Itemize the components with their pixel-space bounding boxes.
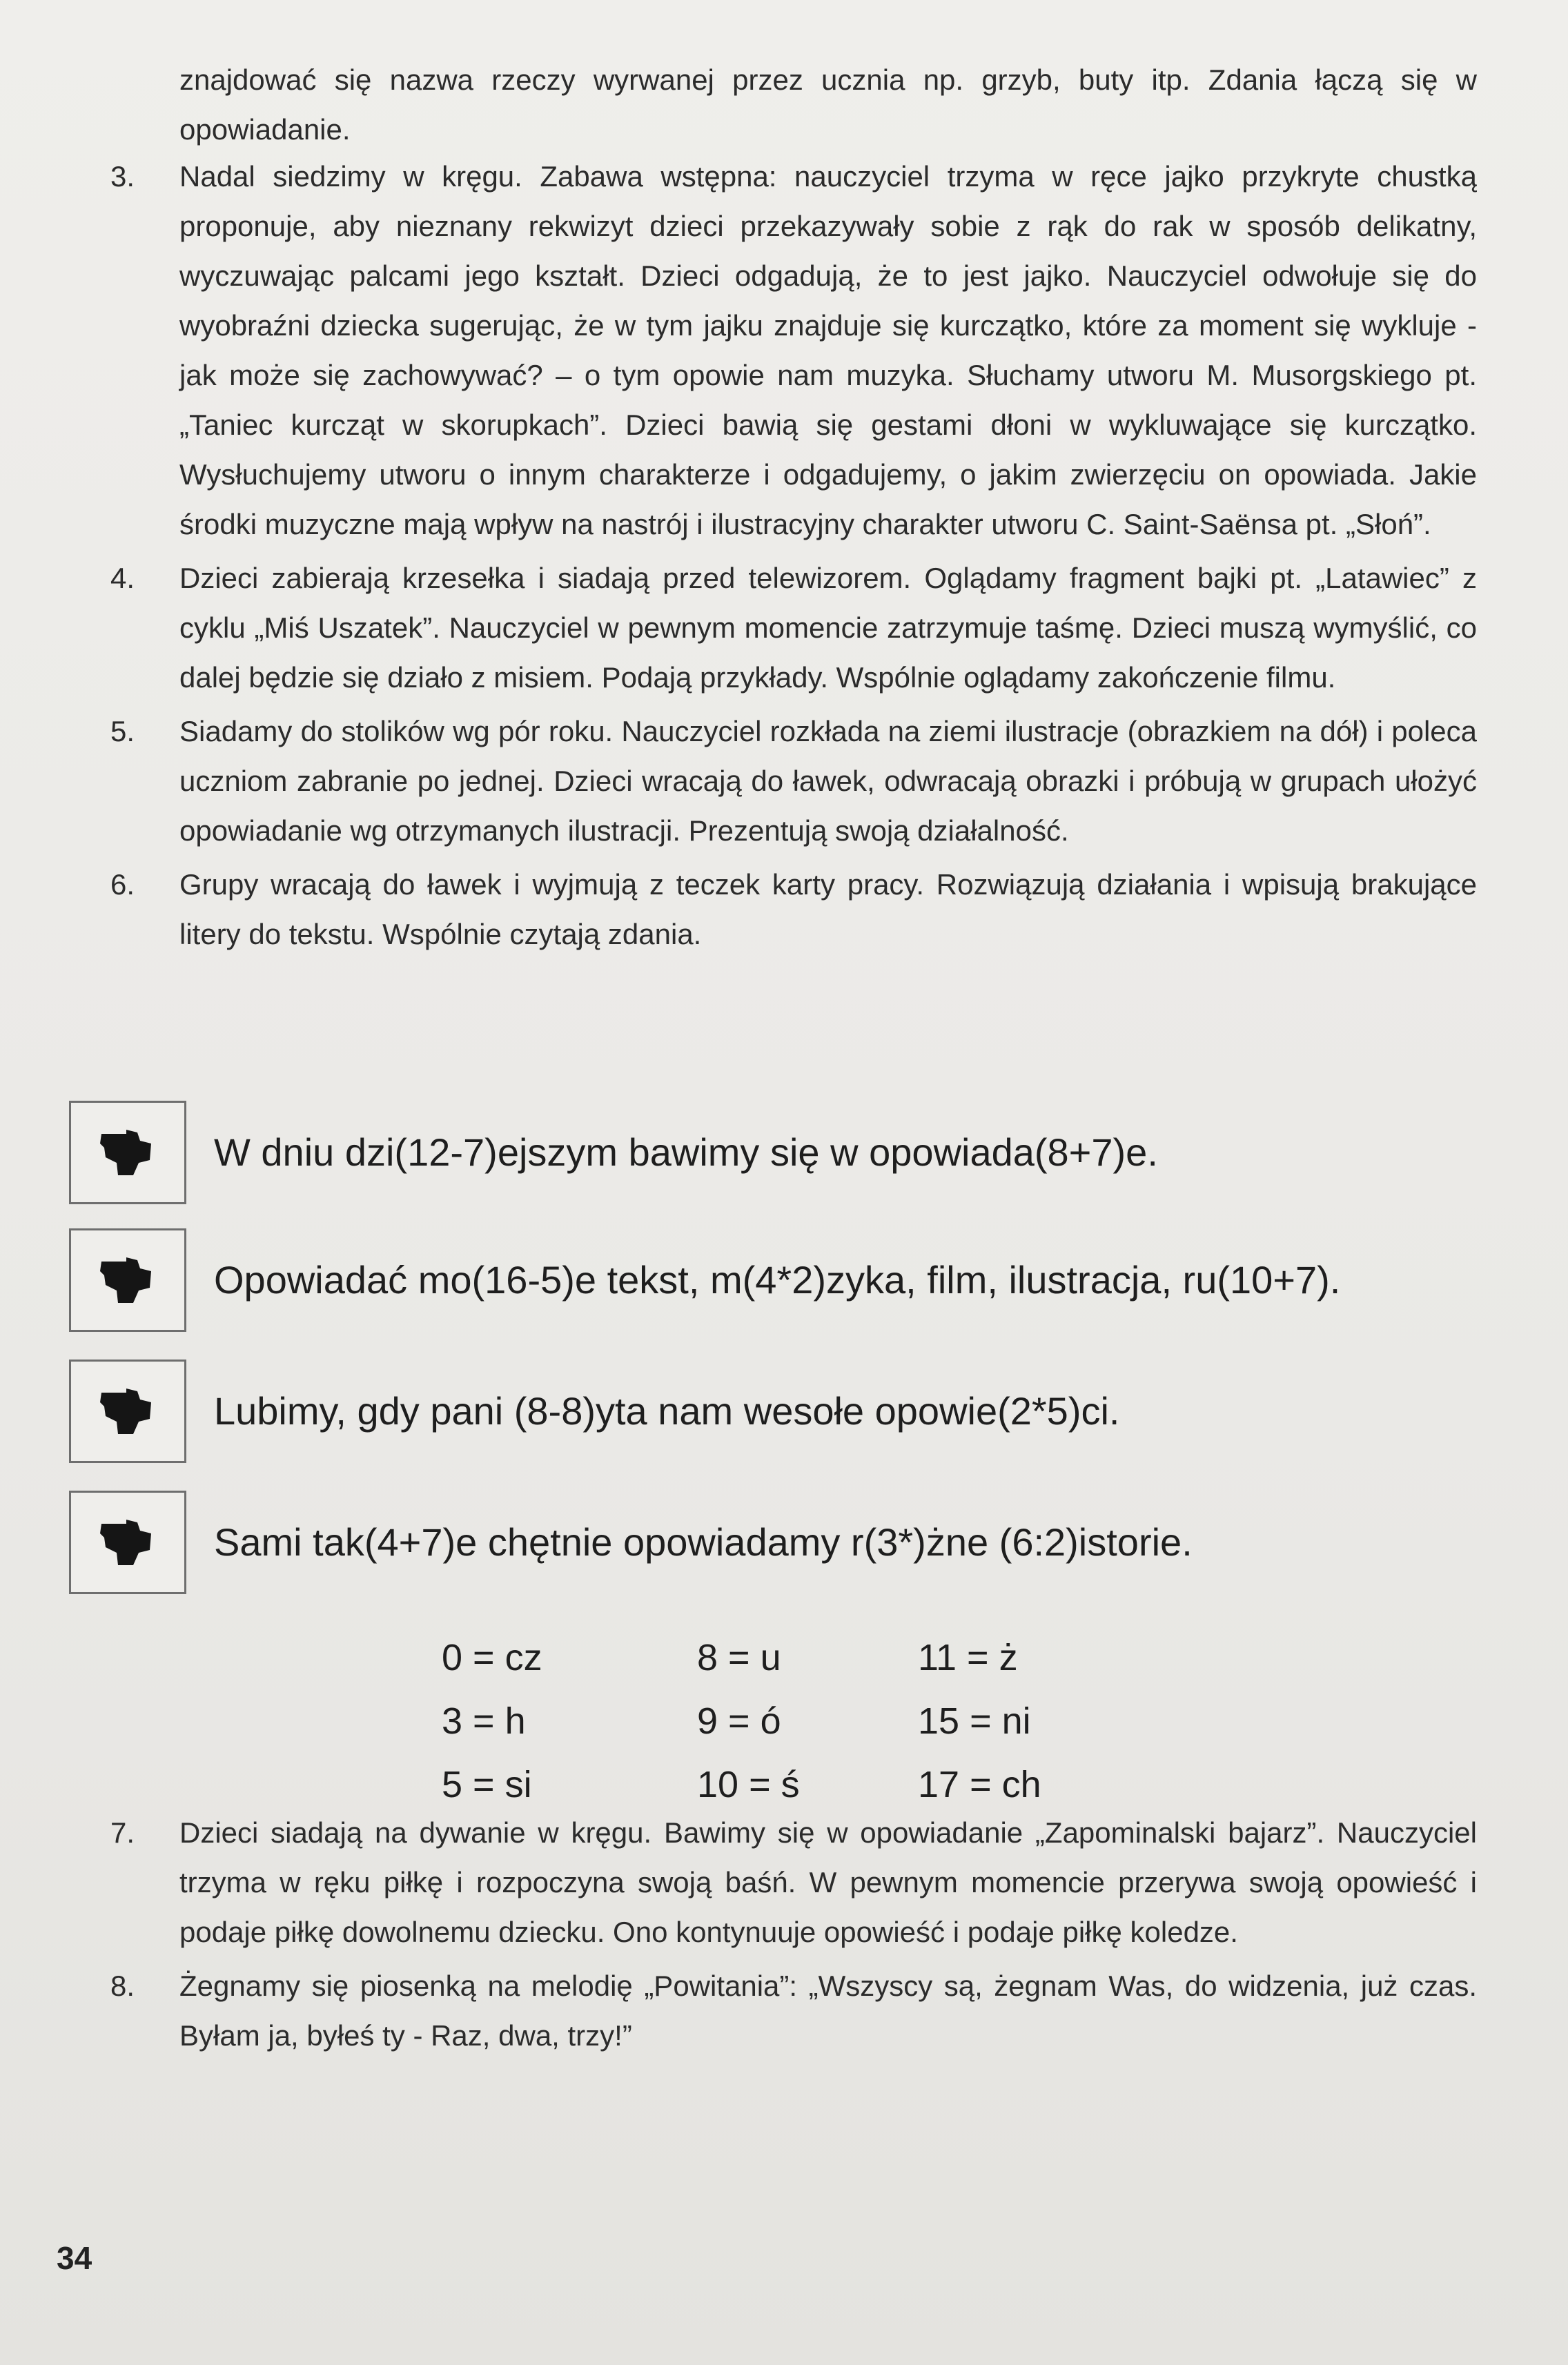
- page-number: 34: [57, 2240, 92, 2276]
- intro-text: znajdować się nazwa rzeczy wyrwanej przez ucznia np. grzyb, buty itp. Zdania łączą się w opowiadanie.: [179, 63, 1477, 146]
- key-entry: 0 = cz: [442, 1637, 542, 1678]
- exercise-sentence: Opowiadać mo(16-5)e tekst, m(4*2)zyka, film, ilustracja, ru(10+7).: [214, 1258, 1341, 1302]
- steps-list-bottom: [110, 1808, 1477, 2061]
- exercise-icon-box: [69, 1360, 186, 1463]
- step-number: 6.: [110, 868, 135, 901]
- step-text: Dzieci siadają na dywanie w kręgu. Bawimy się w opowiadanie „Zapominalski bajarz”. Nauczyciel trzyma w ręku piłkę i rozpoczyna swoją baśń. W pewnym momencie przerywa swoją opowieść i podaje piłkę dowolnemu dziecku. Ono kontynuuje opowieść i podaje piłkę koledze.: [179, 1816, 1477, 1948]
- key-entry: 3 = h: [442, 1700, 526, 1742]
- list-item: [110, 553, 1477, 703]
- step-text: Siadamy do stolików wg pór roku. Nauczyciel rozkłada na ziemi ilustracje (obrazkiem na dół) i poleca uczniom zabranie po jednej. Dzieci wracają do ławek, odwracają obrazki i próbują w grupach ułożyć opowiadanie wg otrzymanych ilustracji. Prezentują swoją działalność.: [179, 715, 1477, 847]
- key-entry: 9 = ó: [697, 1700, 781, 1742]
- exercise-sentence: Lubimy, gdy pani (8-8)yta nam wesołe opowie(2*5)ci.: [214, 1389, 1120, 1433]
- step-number: 3.: [110, 160, 135, 193]
- step-text: Grupy wracają do ławek i wyjmują z teczek karty pracy. Rozwiązują działania i wpisują brakujące litery do tekstu. Wspólnie czytają zdania.: [179, 868, 1477, 950]
- step-text: Dzieci zabierają krzesełka i siadają przed telewizorem. Oglądamy fragment bajki pt. „Latawiec” z cyklu „Miś Uszatek”. Nauczyciel w pewnym momencie zatrzymuje taśmę. Dzieci muszą wymyślić, co dalej będzie się działo z misiem. Podają przykłady. Wspólnie oglądamy zakończenie filmu.: [179, 562, 1477, 694]
- list-item: [110, 707, 1477, 856]
- hand-pointing-icon: [99, 1386, 154, 1437]
- steps-list-top: [110, 152, 1477, 959]
- exercise-sentence: Sami tak(4+7)e chętnie opowiadamy r(3*)żne (6:2)istorie.: [214, 1520, 1193, 1564]
- key-entry: 5 = si: [442, 1764, 532, 1805]
- step-text: Żegnamy się piosenką na melodię „Powitania”: „Wszyscy są, żegnam Was, do widzenia, już czas. Byłam ja, byłeś ty - Raz, dwa, trzy!”: [179, 1970, 1477, 2052]
- exercise-row: [69, 1101, 1491, 1204]
- exercise-icon-box: [69, 1228, 186, 1332]
- exercise-icon-box: [69, 1491, 186, 1594]
- step-number: 5.: [110, 715, 135, 747]
- key-entry: 10 = ś: [697, 1764, 800, 1805]
- key-entry: 15 = ni: [918, 1700, 1031, 1742]
- hand-pointing-icon: [99, 1517, 154, 1569]
- list-item: [110, 1808, 1477, 1957]
- hand-pointing-icon: [99, 1255, 154, 1306]
- exercise-row: [69, 1491, 1491, 1594]
- step-number: 8.: [110, 1970, 135, 2002]
- exercise-row: [69, 1360, 1491, 1463]
- list-item: [110, 1961, 1477, 2061]
- list-item: [110, 152, 1477, 549]
- step-text: Nadal siedzimy w kręgu. Zabawa wstępna: nauczyciel trzyma w ręce jajko przykryte chustką proponuje, aby nieznany rekwizyt dzieci przekazywały sobie z rąk do rak w sposób delikatny, wyczuwając palcami jego kształt. Dzieci odgadują, że to jest jajko. Nauczyciel odwołuje się do wyobraźni dziecka sugerując, że w tym jajku znajduje się kurczątko, które za moment się wykluje - jak może się zachowywać? – o tym opowie nam muzyka. Słuchamy utworu M. Musorgskiego pt. „Taniec kurcząt w skorupkach”. Dzieci bawią się gestami dłoni w wykluwające się kurczątko. Wysłuchujemy utworu o innym charakterze i odgadujemy, o jakim zwierzęciu on opowiada. Jakie środki muzyczne mają wpływ na nastrój i ilustracyjny charakter utworu C. Saint-Saënsa pt. „Słoń”.: [179, 160, 1477, 540]
- exercise-sentence: W dniu dzi(12-7)ejszym bawimy się w opowiada(8+7)e.: [214, 1130, 1158, 1174]
- key-entry: 11 = ż: [918, 1637, 1018, 1678]
- step-number: 4.: [110, 562, 135, 594]
- step-number: 7.: [110, 1816, 135, 1849]
- hand-pointing-icon: [99, 1127, 154, 1179]
- key-entry: 8 = u: [697, 1637, 781, 1678]
- exercise-row: [69, 1228, 1491, 1332]
- intro-paragraph: [110, 55, 1477, 155]
- key-entry: 17 = ch: [918, 1764, 1041, 1805]
- exercise-icon-box: [69, 1101, 186, 1204]
- list-item: [110, 860, 1477, 959]
